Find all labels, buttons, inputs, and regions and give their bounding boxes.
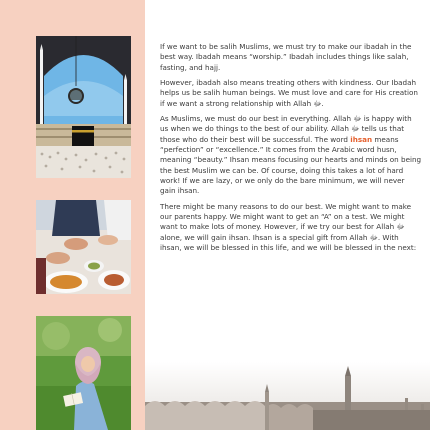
- kaaba-photo: [36, 36, 131, 178]
- paragraph-4: There might be many reasons to do our best. We might want to make our parents happy. We might want to get an “A” on a test. We might want to make lots of money. However, if we try our best for Allah ﷻ alone, we will gain ihsan. Ihsan is a special gift from Allah ﷻ. With ihsan, we will be blessed in this life, and we will be blessed in the next:: [160, 201, 417, 252]
- ihsan-highlight: ihsan: [350, 134, 373, 144]
- paragraph-3-part-2: means “perfection” or “excellence.” It comes from the Arabic word husn, meaning “beauty.” Ihsan means focusing our hearts and minds on being the best Muslim we can be. Of course, doing this takes a lot of hard work! If we are lazy, or we only do the bare minimum, we will never gain ihsan.: [160, 134, 422, 196]
- masjid-skyline-photo: [145, 362, 430, 430]
- paragraph-1: If we want to be salih Muslims, we must try to make our ibadah in the best way. Ibadah means “worship.” Ibadah includes things like salah, fasting, and hajj.: [160, 42, 412, 72]
- paragraph-3-part-1: As Muslims, we must do our best in everything. Allah ﷻ is happy with us when we do things to the best of our ability. Allah ﷻ tells us that those who do their best will be successful. The word: [160, 114, 412, 144]
- paragraph-2: However, ibadah also means treating others with kindness. Our Ibadah helps us be salih human beings. We must love and care for His creation if we want a strong relationship with Allah ﷻ.: [160, 78, 418, 108]
- sharing-food-photo: [36, 200, 131, 294]
- paragraph-3: [160, 114, 422, 196]
- body-text: [160, 42, 422, 258]
- girl-reading-photo: [36, 316, 131, 430]
